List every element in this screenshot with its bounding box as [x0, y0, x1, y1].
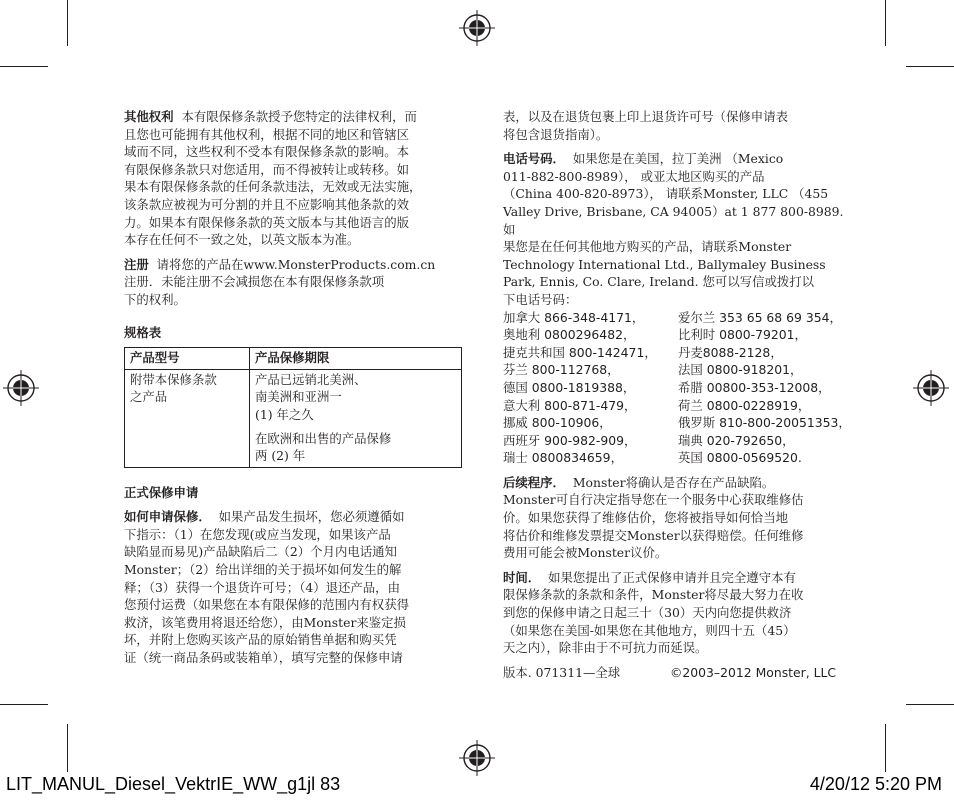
list-item: 意大利 800-871-479， [503, 397, 637, 413]
crop-mark [885, 724, 886, 772]
registration-mark-icon [3, 370, 39, 406]
text-line: 本存在任何不一致之处，以英文版本为准。 [124, 232, 360, 248]
text-line: 如果您是在美国，拉丁美洲 （Mexico [572, 151, 784, 167]
list-item: 希腊 00800-353-12008， [678, 379, 831, 395]
spec-heading: 规格表 [124, 324, 162, 340]
text-line: 本有限保修条款授予您特定的法律权利，而 [181, 109, 417, 124]
register-section [124, 256, 469, 309]
list-item: 荷兰 0800-0228919， [678, 397, 811, 413]
list-item: 比利时 0800-79201， [678, 327, 807, 343]
text-line: (1) 年之久 [255, 406, 314, 422]
text-line: 该条款应被视为可分割的并且不应影响其他条款的效 [124, 196, 409, 212]
text-line: Monster；（2）给出详细的关于损坏如何发生的解 [124, 562, 402, 578]
right-column [503, 108, 853, 681]
list-item: 德国 0800-1819388， [503, 379, 636, 395]
text-line: 产品已远销北美洲、 [255, 371, 367, 387]
register-heading: 注册 [124, 256, 149, 272]
other-rights-section [124, 108, 469, 249]
footer-slug: LIT_MANUL_Diesel_VektrIE_WW_g1jl 83 [6, 774, 341, 794]
phone-list-right [678, 309, 851, 467]
version-text: 版本. 071311—全球 [503, 664, 621, 680]
text-line: 南美洲和亚洲一 [255, 389, 342, 405]
text-line: 注册．未能注册不会减损您在本有限保修条款项 [124, 274, 385, 290]
text-line: （China 400-820-8973）， 请联系Monster, LLC （455 [503, 186, 829, 202]
text-line: 在欧洲和出售的产品保修 [255, 430, 392, 446]
text-line: 将包含退货指南）。 [503, 126, 609, 142]
followup-heading: 后续程序． [503, 474, 565, 490]
text-line: 到您的保修申请之日起三十（30）天内向您提供救济 [503, 605, 792, 621]
text-line: 您预付运费（如果您在本有限保修的范围内有权获得 [124, 597, 409, 613]
text-line: （如果您在美国-如果您在其他地方，则四十五（45） [503, 622, 796, 638]
list-item: 加拿大 866-348-4171， [503, 309, 645, 325]
table-header-row [125, 348, 462, 370]
text-line: 果本有限保修条款的任何条款违法，无效或无法实施， [124, 179, 422, 195]
text-line: 坏，并附上您购买该产品的原始销售单据和购买凭 [124, 632, 397, 648]
text-line: 域而不同，这些权利不受本有限保修条款的影响。本 [124, 144, 409, 160]
text-line: 将估价和维修发票提交Monster以获得赔偿。任何维修 [503, 527, 804, 543]
text-line: 011-882-800-8989）， 或亚太地区购买的产品 [503, 168, 765, 184]
text-line: 缺陷显而易见)产品缺陷后二（2）个月内电话通知 [124, 544, 397, 560]
list-item: 英国 0800-0569520. [678, 450, 802, 466]
table-header-cell: 产品型号 [125, 348, 250, 370]
copyright-text: ©2003–2012 Monster, LLC [670, 664, 837, 680]
text-line: Park, Ennis, Co. Clare, Ireland. 您可以写信或拨打以 [503, 274, 815, 290]
text-line: 力。如果本有限保修条款的英文版本与其他语言的版 [124, 214, 409, 230]
text-line: 下的权利。 [124, 291, 186, 307]
text-line: 有限保修条款只对您适用，而不得被转让或转移。如 [124, 161, 409, 177]
list-item: 瑞典 020-792650， [678, 432, 795, 448]
list-item: 瑞士 0800834659， [503, 450, 623, 466]
text-line: 释；（3）获得一个退货许可号；（4）退还产品，由 [124, 579, 400, 595]
text-line: Monster将确认是否存在产品缺陷。 [572, 474, 775, 490]
text-line: 两 (2) 年 [255, 448, 306, 464]
list-item: 芬兰 800-112768， [503, 362, 620, 378]
list-item: 法国 0800-918201， [678, 362, 803, 378]
registration-mark-icon [913, 370, 949, 406]
crop-mark [0, 704, 48, 705]
phone-section [503, 150, 853, 308]
list-item: 挪威 800-10906， [503, 415, 612, 431]
phone-list [503, 309, 853, 467]
footer-timestamp: 4/20/12 5:20 PM [809, 774, 942, 794]
claim-title: 正式保修申请 [124, 484, 199, 500]
table-header-cell: 产品保修期限 [250, 348, 462, 370]
crop-mark [67, 0, 68, 46]
version-line [503, 664, 853, 682]
text-line: 表，以及在退货包裹上印上退货许可号（保修申请表 [503, 109, 788, 124]
text-line: 天之内），除非由于不可抗力而延误。 [503, 640, 708, 656]
text-line: Valley Drive, Brisbane, CA 94005）at 1 877 800-8989. 如 [503, 203, 844, 237]
list-item: 俄罗斯 810-800-20051353， [678, 415, 851, 431]
text-line: 证（统一商品条码或装箱单），填写完整的保修申请 [124, 650, 403, 666]
table-row [125, 369, 462, 467]
crop-mark [906, 66, 954, 67]
registration-mark-icon [459, 10, 495, 46]
text-line: 且您也可能拥有其他权利，根据不同的地区和管辖区 [124, 126, 409, 142]
table-cell [125, 369, 250, 467]
phone-list-left [503, 309, 678, 467]
text-line: Monster可自行决定指导您在一个服务中心获取维修估 [503, 492, 804, 508]
list-item: 丹麦8088-2128， [678, 344, 783, 360]
followup-section [503, 474, 853, 562]
list-item: 爱尔兰 353 65 68 69 354， [678, 309, 842, 325]
text-line: 如果产品发生损坏，您必须遵循如 [218, 509, 405, 525]
claim-heading: 如何申请保修． [124, 509, 211, 525]
list-item: 西班牙 900-982-909， [503, 432, 637, 448]
text-line: 请将您的产品在www.MonsterProducts.com.cn [156, 256, 436, 272]
text-line: 如果您提出了正式保修申请并且完全遵守本有 [548, 569, 796, 585]
text-line: 救济，该笔费用将退还给您），由Monster来鉴定损 [124, 614, 406, 630]
time-section [503, 569, 853, 657]
registration-mark-icon [459, 740, 495, 776]
crop-mark [906, 704, 954, 705]
text-line: 限保修条款的条款和条件，Monster将尽最大努力在收 [503, 587, 804, 603]
text-line: Technology International Ltd., Ballymaley Business [503, 256, 826, 272]
text-line: 价。如果您获得了维修估价，您将被指导如何恰当地 [503, 510, 788, 526]
time-heading: 时间． [503, 569, 541, 585]
text-line: 之产品 [130, 389, 168, 405]
text-line: 下指示：（1）在您发现(或应当发现，如果该产品 [124, 526, 391, 542]
phone-heading: 电话号码． [503, 151, 565, 167]
list-item: 奥地利 0800296482， [503, 327, 636, 343]
crop-mark [0, 66, 48, 67]
text-line: 果您是在任何其他地方购买的产品，请联系Monster [503, 239, 792, 255]
text-line: 下电话号码： [503, 291, 578, 307]
text-line: 费用可能会被Monster议价。 [503, 545, 668, 561]
other-rights-heading: 其他权利 [124, 109, 174, 124]
crop-mark [67, 724, 68, 772]
claim-section [124, 508, 469, 666]
crop-mark [885, 0, 886, 46]
spec-table [124, 347, 462, 468]
table-cell [250, 369, 462, 467]
list-item: 捷克共和国 800-142471， [503, 344, 657, 360]
left-column [124, 108, 469, 667]
text-line: 附带本保修条款 [130, 371, 217, 387]
